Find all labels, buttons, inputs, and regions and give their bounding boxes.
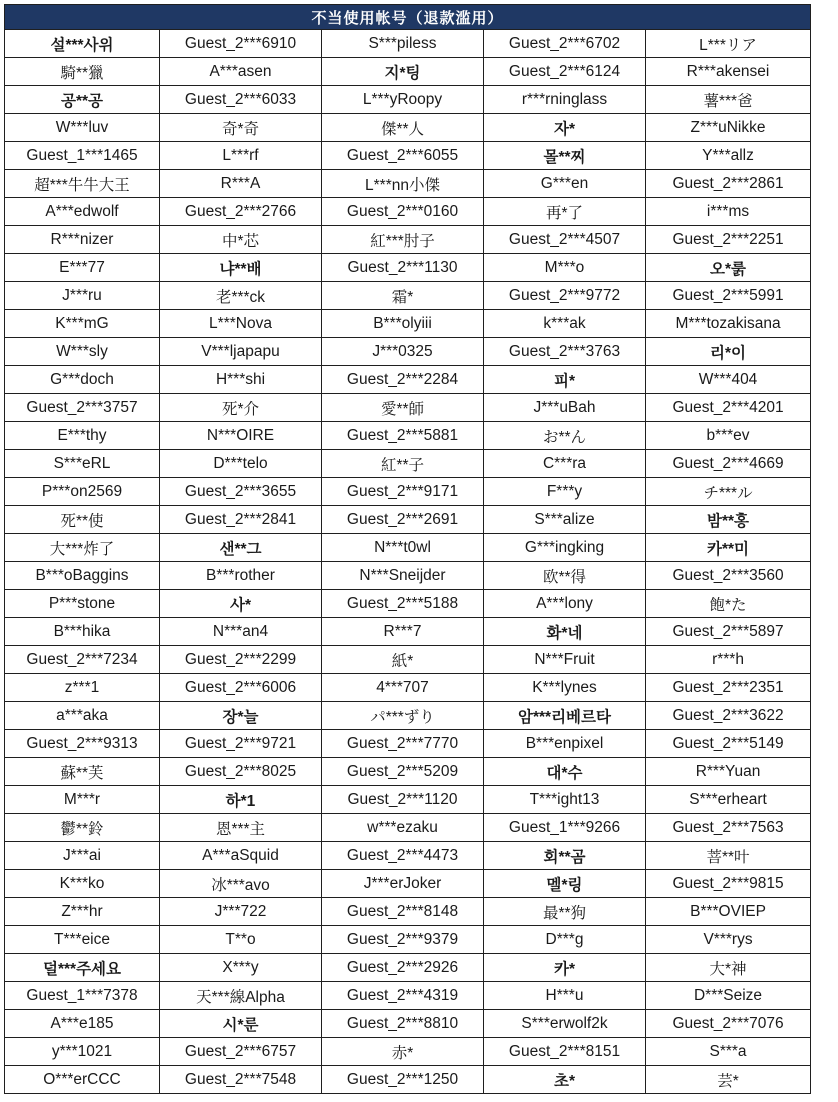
account-name-cell: Guest_2***6055	[322, 142, 484, 170]
account-name-cell: 리*이	[646, 338, 811, 366]
account-name-cell: Guest_2***5897	[646, 618, 811, 646]
account-name-cell: P***on2569	[5, 478, 160, 506]
account-name-cell: 초*	[484, 1066, 646, 1094]
account-name-cell: 再*了	[484, 198, 646, 226]
account-name-cell: a***aka	[5, 702, 160, 730]
account-name-cell: Guest_2***6033	[160, 86, 322, 114]
account-name-cell: Y***allz	[646, 142, 811, 170]
account-name-cell: Guest_2***7563	[646, 814, 811, 842]
table-row	[5, 394, 811, 422]
table-row	[5, 730, 811, 758]
account-name-cell: 鬱**鈴	[5, 814, 160, 842]
account-name-cell: Guest_1***7378	[5, 982, 160, 1010]
account-name-cell: Guest_2***2351	[646, 674, 811, 702]
account-name-cell: 설***사위	[5, 30, 160, 58]
account-name-cell: 薯***爸	[646, 86, 811, 114]
account-name-cell: 사*	[160, 590, 322, 618]
account-name-cell: L***リア	[646, 30, 811, 58]
table-row	[5, 562, 811, 590]
account-name-cell: 냐**배	[160, 254, 322, 282]
account-name-cell: 카**미	[646, 534, 811, 562]
account-name-cell: Guest_2***2284	[322, 366, 484, 394]
account-name-cell: V***rys	[646, 926, 811, 954]
account-name-cell: 시*룬	[160, 1010, 322, 1038]
account-name-cell: Guest_2***8151	[484, 1038, 646, 1066]
account-name-cell: チ***ル	[646, 478, 811, 506]
account-name-cell: B***enpixel	[484, 730, 646, 758]
account-name-cell: Guest_2***2766	[160, 198, 322, 226]
account-name-cell: Guest_2***2299	[160, 646, 322, 674]
account-name-cell: 紅**子	[322, 450, 484, 478]
account-name-cell: B***oBaggins	[5, 562, 160, 590]
account-name-cell: D***Seize	[646, 982, 811, 1010]
table-row	[5, 898, 811, 926]
table-row	[5, 814, 811, 842]
account-name-cell: W***404	[646, 366, 811, 394]
account-name-cell: Z***uNikke	[646, 114, 811, 142]
account-name-cell: A***asen	[160, 58, 322, 86]
account-name-cell: R***A	[160, 170, 322, 198]
account-name-cell: B***OVIEP	[646, 898, 811, 926]
account-name-cell: Guest_2***4507	[484, 226, 646, 254]
table-row	[5, 1066, 811, 1094]
table-row	[5, 758, 811, 786]
account-name-cell: B***olyiii	[322, 310, 484, 338]
account-name-cell: E***thy	[5, 422, 160, 450]
account-name-cell: T***ight13	[484, 786, 646, 814]
table-row	[5, 702, 811, 730]
account-name-cell: 中*芯	[160, 226, 322, 254]
account-name-cell: W***sly	[5, 338, 160, 366]
account-name-cell: H***u	[484, 982, 646, 1010]
account-name-cell: L***nn小傑	[322, 170, 484, 198]
table-row	[5, 646, 811, 674]
account-name-cell: J***uBah	[484, 394, 646, 422]
account-name-cell: Guest_2***4201	[646, 394, 811, 422]
account-name-cell: r***h	[646, 646, 811, 674]
table-title: 不当使用帐号（退款滥用）	[5, 5, 811, 30]
account-name-cell: 자*	[484, 114, 646, 142]
table-body	[5, 30, 811, 1094]
account-name-cell: L***yRoopy	[322, 86, 484, 114]
account-name-cell: 霜*	[322, 282, 484, 310]
account-name-cell: C***ra	[484, 450, 646, 478]
account-name-cell: 騎**獵	[5, 58, 160, 86]
account-name-cell: E***77	[5, 254, 160, 282]
account-name-cell: Guest_2***7076	[646, 1010, 811, 1038]
account-name-cell: 恩***主	[160, 814, 322, 842]
account-name-cell: Guest_2***5209	[322, 758, 484, 786]
account-name-cell: M***r	[5, 786, 160, 814]
account-name-cell: K***mG	[5, 310, 160, 338]
table-row	[5, 450, 811, 478]
account-name-cell: Guest_2***2691	[322, 506, 484, 534]
account-name-cell: S***eRL	[5, 450, 160, 478]
account-name-cell: 死**使	[5, 506, 160, 534]
table-header-row	[5, 5, 811, 30]
account-name-cell: Guest_2***9772	[484, 282, 646, 310]
account-name-cell: Guest_2***3757	[5, 394, 160, 422]
account-name-cell: G***ingking	[484, 534, 646, 562]
account-name-cell: y***1021	[5, 1038, 160, 1066]
account-name-cell: 멜*링	[484, 870, 646, 898]
table-row	[5, 282, 811, 310]
table-row	[5, 310, 811, 338]
account-name-cell: 오*룱	[646, 254, 811, 282]
account-name-cell: Guest_2***5991	[646, 282, 811, 310]
account-name-cell: R***7	[322, 618, 484, 646]
account-name-cell: B***hika	[5, 618, 160, 646]
account-name-cell: N***Sneijder	[322, 562, 484, 590]
account-name-cell: D***telo	[160, 450, 322, 478]
account-name-cell: Guest_2***3763	[484, 338, 646, 366]
account-name-cell: 지*팅	[322, 58, 484, 86]
table-row	[5, 58, 811, 86]
account-name-cell: L***Nova	[160, 310, 322, 338]
table-row	[5, 198, 811, 226]
table-row	[5, 842, 811, 870]
account-name-cell: Guest_2***1120	[322, 786, 484, 814]
table-row	[5, 534, 811, 562]
account-name-cell: G***en	[484, 170, 646, 198]
account-name-cell: S***erheart	[646, 786, 811, 814]
account-name-cell: K***lynes	[484, 674, 646, 702]
account-name-cell: X***y	[160, 954, 322, 982]
account-name-cell: Guest_2***1130	[322, 254, 484, 282]
account-name-cell: 피*	[484, 366, 646, 394]
account-name-cell: お**ん	[484, 422, 646, 450]
table-row	[5, 506, 811, 534]
account-name-cell: K***ko	[5, 870, 160, 898]
account-name-cell: N***t0wl	[322, 534, 484, 562]
account-name-cell: 덜***주세요	[5, 954, 160, 982]
account-name-cell: 最**狗	[484, 898, 646, 926]
account-name-cell: Guest_2***6910	[160, 30, 322, 58]
account-name-cell: J***722	[160, 898, 322, 926]
account-name-cell: Guest_2***6702	[484, 30, 646, 58]
account-name-cell: A***e185	[5, 1010, 160, 1038]
table-row	[5, 226, 811, 254]
account-name-cell: 欧**得	[484, 562, 646, 590]
account-name-cell: Guest_2***2251	[646, 226, 811, 254]
account-name-cell: b***ev	[646, 422, 811, 450]
account-name-cell: Guest_2***4669	[646, 450, 811, 478]
account-name-cell: 카*	[484, 954, 646, 982]
account-name-cell: 蘇**芙	[5, 758, 160, 786]
account-name-cell: 死*介	[160, 394, 322, 422]
account-name-cell: Guest_2***9379	[322, 926, 484, 954]
account-name-cell: 奇*奇	[160, 114, 322, 142]
account-name-cell: 天***線Alpha	[160, 982, 322, 1010]
account-name-cell: 傑**人	[322, 114, 484, 142]
account-name-cell: W***luv	[5, 114, 160, 142]
account-name-cell: Guest_2***9171	[322, 478, 484, 506]
account-name-cell: Guest_2***7234	[5, 646, 160, 674]
table-row	[5, 30, 811, 58]
account-name-cell: 超***牛牛大王	[5, 170, 160, 198]
account-name-cell: Guest_2***8025	[160, 758, 322, 786]
account-name-cell: D***g	[484, 926, 646, 954]
account-name-cell: Guest_2***6757	[160, 1038, 322, 1066]
account-name-cell: Guest_2***6124	[484, 58, 646, 86]
account-name-cell: Guest_2***5188	[322, 590, 484, 618]
account-name-cell: 암***리베르타	[484, 702, 646, 730]
account-name-cell: Guest_2***1250	[322, 1066, 484, 1094]
table-row	[5, 338, 811, 366]
table-row	[5, 674, 811, 702]
account-name-cell: i***ms	[646, 198, 811, 226]
account-name-cell: Guest_2***5881	[322, 422, 484, 450]
account-name-cell: Guest_1***1465	[5, 142, 160, 170]
account-name-cell: R***akensei	[646, 58, 811, 86]
table-row	[5, 618, 811, 646]
account-name-cell: J***ai	[5, 842, 160, 870]
table-row	[5, 982, 811, 1010]
account-name-cell: T***eice	[5, 926, 160, 954]
account-name-cell: Guest_2***4473	[322, 842, 484, 870]
table-row	[5, 870, 811, 898]
table-row	[5, 954, 811, 982]
account-name-cell: 冰***avo	[160, 870, 322, 898]
account-name-cell: Guest_2***7548	[160, 1066, 322, 1094]
account-name-cell: 회**곰	[484, 842, 646, 870]
account-name-cell: Guest_2***0160	[322, 198, 484, 226]
account-name-cell: Guest_2***3655	[160, 478, 322, 506]
table-row	[5, 786, 811, 814]
account-name-cell: r***rninglass	[484, 86, 646, 114]
account-name-cell: N***Fruit	[484, 646, 646, 674]
account-name-cell: A***aSquid	[160, 842, 322, 870]
banned-accounts-table	[4, 4, 811, 1094]
account-name-cell: A***lony	[484, 590, 646, 618]
account-name-cell: 飽*た	[646, 590, 811, 618]
account-name-cell: J***ru	[5, 282, 160, 310]
table-row	[5, 114, 811, 142]
account-name-cell: 菩**叶	[646, 842, 811, 870]
account-name-cell: 芸*	[646, 1066, 811, 1094]
account-name-cell: M***o	[484, 254, 646, 282]
table-row	[5, 926, 811, 954]
account-name-cell: Guest_2***5149	[646, 730, 811, 758]
account-name-cell: 4***707	[322, 674, 484, 702]
account-name-cell: 공**공	[5, 86, 160, 114]
account-name-cell: 紙*	[322, 646, 484, 674]
account-name-cell: N***OIRE	[160, 422, 322, 450]
account-name-cell: Guest_2***9721	[160, 730, 322, 758]
account-name-cell: T**o	[160, 926, 322, 954]
account-name-cell: V***ljapapu	[160, 338, 322, 366]
account-name-cell: 紅***肘子	[322, 226, 484, 254]
account-name-cell: R***nizer	[5, 226, 160, 254]
account-name-cell: 大*神	[646, 954, 811, 982]
account-name-cell: S***alize	[484, 506, 646, 534]
account-name-cell: Guest_2***3560	[646, 562, 811, 590]
account-name-cell: L***rf	[160, 142, 322, 170]
table-row	[5, 170, 811, 198]
account-name-cell: 老***ck	[160, 282, 322, 310]
account-name-cell: Guest_2***8148	[322, 898, 484, 926]
account-name-cell: z***1	[5, 674, 160, 702]
account-name-cell: Guest_2***7770	[322, 730, 484, 758]
account-name-cell: P***stone	[5, 590, 160, 618]
account-name-cell: A***edwolf	[5, 198, 160, 226]
account-name-cell: S***a	[646, 1038, 811, 1066]
table-row	[5, 478, 811, 506]
account-name-cell: S***piless	[322, 30, 484, 58]
account-name-cell: F***y	[484, 478, 646, 506]
account-name-cell: 화*네	[484, 618, 646, 646]
table-row	[5, 422, 811, 450]
table-row	[5, 254, 811, 282]
account-name-cell: Guest_2***6006	[160, 674, 322, 702]
account-name-cell: Guest_2***8810	[322, 1010, 484, 1038]
account-name-cell: k***ak	[484, 310, 646, 338]
account-name-cell: Z***hr	[5, 898, 160, 926]
account-name-cell: 몰**찌	[484, 142, 646, 170]
table-row	[5, 86, 811, 114]
account-name-cell: 밤**홍	[646, 506, 811, 534]
account-name-cell: Guest_2***9815	[646, 870, 811, 898]
table-row	[5, 590, 811, 618]
account-name-cell: Guest_2***2861	[646, 170, 811, 198]
account-name-cell: 샌**그	[160, 534, 322, 562]
account-name-cell: B***rother	[160, 562, 322, 590]
account-name-cell: 大***炸了	[5, 534, 160, 562]
account-name-cell: パ***ずり	[322, 702, 484, 730]
account-name-cell: Guest_2***9313	[5, 730, 160, 758]
account-name-cell: 赤*	[322, 1038, 484, 1066]
account-name-cell: H***shi	[160, 366, 322, 394]
table-row	[5, 1010, 811, 1038]
account-name-cell: J***0325	[322, 338, 484, 366]
account-name-cell: Guest_2***4319	[322, 982, 484, 1010]
account-name-cell: O***erCCC	[5, 1066, 160, 1094]
account-name-cell: R***Yuan	[646, 758, 811, 786]
account-name-cell: N***an4	[160, 618, 322, 646]
table-row	[5, 142, 811, 170]
table-row	[5, 366, 811, 394]
account-name-cell: Guest_1***9266	[484, 814, 646, 842]
account-name-cell: S***erwolf2k	[484, 1010, 646, 1038]
account-name-cell: G***doch	[5, 366, 160, 394]
account-name-cell: Guest_2***2926	[322, 954, 484, 982]
account-name-cell: w***ezaku	[322, 814, 484, 842]
account-name-cell: J***erJoker	[322, 870, 484, 898]
account-name-cell: Guest_2***3622	[646, 702, 811, 730]
account-name-cell: 장*늘	[160, 702, 322, 730]
account-name-cell: 하*1	[160, 786, 322, 814]
account-name-cell: 愛**師	[322, 394, 484, 422]
account-name-cell: Guest_2***2841	[160, 506, 322, 534]
table-row	[5, 1038, 811, 1066]
account-name-cell: 대*수	[484, 758, 646, 786]
account-name-cell: M***tozakisana	[646, 310, 811, 338]
